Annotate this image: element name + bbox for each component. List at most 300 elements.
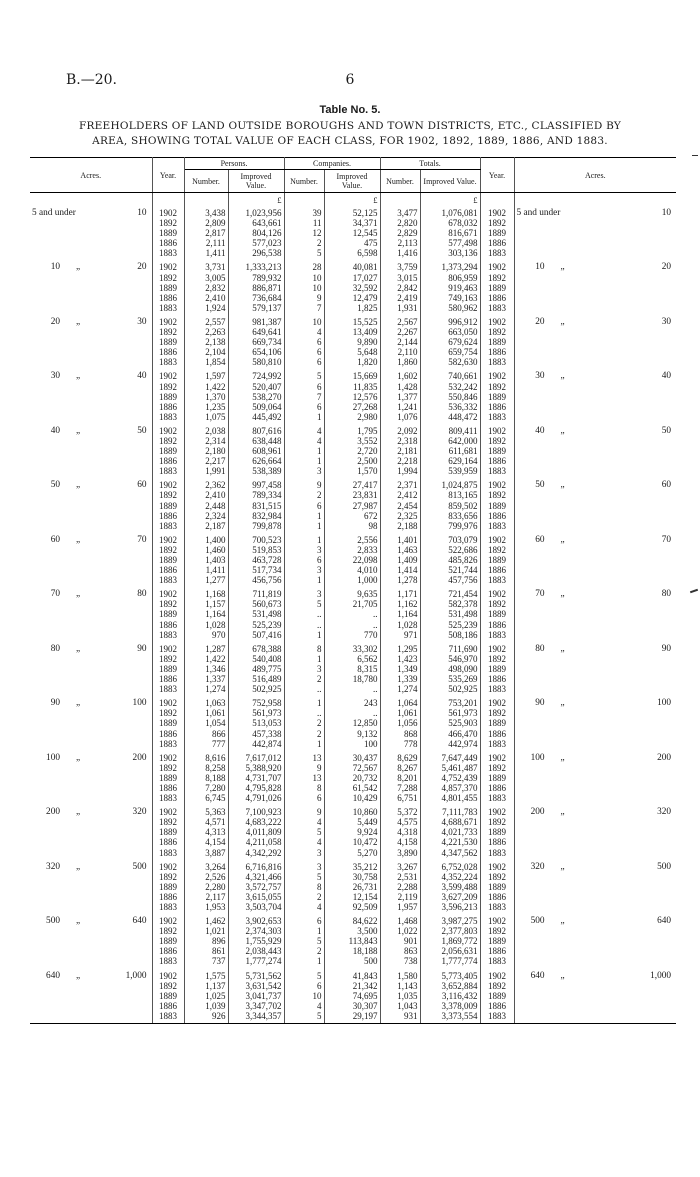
companies-value: 1,795 — [357, 425, 378, 436]
acreage-group — [30, 641, 676, 695]
companies-value: 10,429 — [352, 793, 378, 804]
totals-value-cell — [420, 314, 480, 368]
acres-range-right — [514, 804, 676, 858]
companies-value: 21,705 — [352, 599, 378, 610]
persons-value: 519,853 — [252, 544, 282, 555]
totals-number: 1,428 — [397, 381, 418, 392]
acres-sep: „ — [76, 807, 81, 818]
acres-from: 5 and under — [516, 208, 561, 218]
companies-number: 3 — [317, 544, 322, 555]
persons-number: 737 — [212, 956, 226, 967]
totals-value: 3,373,554 — [441, 1010, 478, 1021]
acres-range-right — [514, 205, 676, 259]
totals-number-cell — [380, 314, 420, 368]
persons-value: 456,756 — [252, 575, 282, 586]
acres-to: 320 — [657, 807, 672, 818]
totals-number: 1,278 — [397, 575, 418, 586]
acres-to: 20 — [661, 262, 672, 273]
persons-value: 626,664 — [252, 456, 282, 467]
acres-range — [30, 695, 152, 749]
totals-number: 1,035 — [397, 990, 418, 1001]
year: 1902 — [159, 643, 177, 654]
persons-value: 807,616 — [252, 425, 282, 436]
year: 1892 — [159, 381, 177, 392]
companies-value: 5,648 — [357, 347, 378, 358]
companies-number-cell — [284, 205, 324, 259]
year-right: 1883 — [488, 847, 507, 858]
year-cell — [152, 423, 184, 477]
persons-value: 525,239 — [252, 619, 282, 630]
companies-value: 34,371 — [352, 218, 378, 229]
persons-value: 654,106 — [252, 347, 282, 358]
companies-number: 6 — [317, 347, 322, 358]
totals-value: 816,671 — [448, 228, 478, 239]
persons-value: 517,734 — [252, 565, 282, 576]
year: 1892 — [159, 599, 177, 610]
acreage-group — [30, 859, 676, 913]
totals-value: 531,498 — [448, 609, 478, 620]
companies-value: 84,622 — [352, 916, 378, 927]
persons-value: 445,492 — [252, 411, 282, 422]
year-right: 1902 — [488, 316, 507, 327]
acres-sep: „ — [560, 698, 565, 709]
persons-number: 1,063 — [205, 698, 226, 709]
acres-sep: „ — [560, 371, 565, 382]
companies-number: 1 — [317, 534, 322, 545]
acreage-group — [30, 586, 676, 640]
year: 1892 — [159, 435, 177, 446]
totals-value-cell — [420, 368, 480, 422]
totals-value: 1,373,294 — [441, 262, 478, 273]
acres-to: 30 — [137, 316, 147, 327]
header-acres: Acres. — [30, 158, 152, 193]
totals-value-cell — [420, 968, 480, 1024]
acres-to: 70 — [661, 534, 672, 545]
header-totals: Totals. — [380, 158, 480, 170]
acres-from: 10 — [535, 262, 545, 273]
acres-sep: „ — [76, 589, 81, 600]
year: 1886 — [159, 347, 177, 358]
companies-number: 4 — [317, 902, 322, 912]
year-right: 1902 — [488, 861, 507, 872]
totals-number-cell — [380, 641, 420, 695]
year: 1889 — [159, 609, 177, 620]
acres-range-right — [514, 477, 676, 531]
year-right: 1892 — [488, 327, 507, 338]
acres-to: 1,000 — [125, 970, 147, 981]
year: 1883 — [159, 1010, 177, 1021]
year-cell — [152, 259, 184, 313]
year-cell — [152, 205, 184, 259]
acres-range-right — [514, 913, 676, 967]
acres-to: 60 — [661, 480, 672, 491]
companies-number: 9 — [317, 762, 322, 773]
companies-value-cell — [324, 314, 380, 368]
acres-sep: „ — [560, 534, 565, 545]
companies-value: 9,924 — [357, 827, 378, 838]
acres-sep: „ — [76, 916, 81, 927]
header-persons-number: Number. — [184, 170, 228, 193]
totals-value: 809,411 — [448, 425, 478, 436]
year-right: 1902 — [488, 425, 507, 436]
acres-from: 50 — [535, 480, 545, 491]
acreage-group — [30, 259, 676, 313]
companies-number: 12 — [312, 228, 322, 239]
companies-number: 8 — [317, 643, 322, 654]
acres-to: 20 — [137, 262, 147, 273]
year: 1889 — [159, 881, 177, 892]
companies-number: 10 — [312, 282, 322, 293]
persons-value: 1,333,213 — [245, 262, 282, 273]
acres-range-right — [514, 314, 676, 368]
acres-from: 640 — [530, 970, 545, 981]
acres-from: 100 — [46, 752, 60, 763]
companies-value: 12,154 — [352, 891, 378, 902]
totals-value: 2,377,803 — [441, 926, 478, 937]
totals-number: 931 — [404, 1010, 418, 1021]
persons-number: 1,287 — [205, 643, 226, 654]
persons-number: 970 — [212, 629, 226, 640]
year-cell — [152, 804, 184, 858]
year-right: 1892 — [488, 926, 507, 937]
persons-value: 577,023 — [252, 238, 282, 249]
totals-number-cell — [380, 423, 420, 477]
persons-value: 516,489 — [252, 674, 282, 685]
acres-to: 80 — [137, 589, 147, 600]
year-right-cell — [480, 750, 514, 804]
totals-value: 522,686 — [448, 544, 478, 555]
acreage-group — [30, 314, 676, 368]
totals-number: 1,463 — [397, 544, 418, 555]
persons-value: 5,388,920 — [245, 762, 282, 773]
persons-value: 507,416 — [252, 629, 282, 640]
acreage-group — [30, 968, 676, 1024]
persons-value: 3,347,702 — [245, 1000, 282, 1011]
year-right: 1892 — [488, 272, 507, 283]
year: 1902 — [159, 262, 177, 273]
totals-value: 4,347,562 — [441, 847, 478, 858]
persons-number: 926 — [212, 1010, 226, 1021]
persons-number: 1,460 — [205, 544, 226, 555]
acres-from: 20 — [50, 316, 60, 327]
persons-value-cell — [228, 477, 284, 531]
acres-to: 200 — [132, 752, 147, 763]
year-right: 1902 — [488, 262, 507, 273]
persons-number: 2,557 — [205, 316, 226, 327]
persons-value: 540,408 — [252, 653, 282, 664]
year: 1902 — [159, 425, 177, 436]
acres-from: 320 — [530, 861, 545, 872]
year: 1886 — [159, 565, 177, 576]
title-line-1: FREEHOLDERS OF LAND OUTSIDE BOROUGHS AND TOWN DISTRICTS, ETC., CLASSIFIED BY — [78, 120, 622, 132]
persons-number: 1,164 — [205, 609, 226, 620]
totals-number: 1,274 — [397, 684, 418, 695]
persons-number: 2,526 — [205, 871, 226, 882]
companies-number-cell — [284, 913, 324, 967]
totals-value-cell — [420, 641, 480, 695]
persons-value: 997,458 — [252, 480, 282, 491]
persons-value: 638,448 — [252, 435, 282, 446]
header-totals-number: Number. — [380, 170, 420, 193]
totals-number: 1,295 — [397, 643, 418, 654]
year-right: 1886 — [488, 946, 507, 957]
companies-number: 2 — [317, 718, 322, 729]
totals-number: 1,602 — [397, 371, 418, 382]
totals-number: 1,423 — [397, 653, 418, 664]
totals-number-cell — [380, 368, 420, 422]
year-cell — [152, 314, 184, 368]
persons-number-cell — [184, 532, 228, 586]
totals-number: 1,043 — [397, 1000, 418, 1011]
persons-number: 777 — [212, 738, 226, 749]
companies-value: 27,417 — [352, 480, 378, 491]
acres-range — [30, 968, 152, 1024]
persons-number: 866 — [212, 728, 226, 739]
totals-value: 3,116,432 — [441, 990, 478, 1001]
companies-number: 6 — [317, 337, 322, 348]
persons-value: 649,641 — [252, 327, 282, 338]
totals-number: 2,218 — [397, 456, 418, 467]
year: 1886 — [159, 728, 177, 739]
persons-value: 4,011,809 — [245, 827, 282, 838]
acres-from: 40 — [535, 425, 545, 436]
currency-symbol: £ — [324, 193, 380, 206]
totals-number: 1,994 — [397, 466, 418, 477]
persons-value: 3,631,542 — [245, 980, 282, 991]
companies-value-cell — [324, 641, 380, 695]
year-right: 1889 — [488, 500, 507, 511]
header-companies-value: Improved Value. — [324, 170, 380, 193]
companies-number-cell — [284, 641, 324, 695]
companies-number: 7 — [317, 302, 322, 313]
persons-number-cell — [184, 586, 228, 640]
persons-number-cell — [184, 368, 228, 422]
companies-value: 100 — [364, 738, 378, 749]
acres-range — [30, 532, 152, 586]
year: 1889 — [159, 663, 177, 674]
year: 1886 — [159, 238, 177, 249]
year-right: 1889 — [488, 446, 507, 457]
year-right-cell — [480, 968, 514, 1024]
totals-number-cell — [380, 859, 420, 913]
companies-number-cell — [284, 750, 324, 804]
persons-number: 1,235 — [205, 401, 226, 412]
year: 1892 — [159, 272, 177, 283]
totals-value: 442,974 — [448, 738, 478, 749]
year-right: 1886 — [488, 837, 507, 848]
companies-number-cell — [284, 477, 324, 531]
year: 1889 — [159, 718, 177, 729]
persons-number: 8,258 — [205, 762, 226, 773]
totals-number: 1,580 — [397, 970, 418, 981]
persons-value: 2,038,443 — [245, 946, 282, 957]
totals-value: 659,754 — [448, 347, 478, 358]
year-right: 1886 — [488, 891, 507, 902]
persons-number: 1,422 — [205, 381, 226, 392]
totals-number-cell — [380, 259, 420, 313]
companies-number: 3 — [317, 663, 322, 674]
acres-sep: „ — [76, 371, 81, 382]
year: 1889 — [159, 282, 177, 293]
acres-from: 200 — [46, 807, 60, 818]
persons-value-cell — [228, 913, 284, 967]
totals-value: 582,630 — [448, 357, 478, 368]
acres-sep: „ — [76, 425, 81, 436]
companies-number: 4 — [317, 327, 322, 338]
year: 1886 — [159, 891, 177, 902]
year-cell — [152, 477, 184, 531]
acres-sep: „ — [560, 425, 565, 436]
totals-number: 2,110 — [397, 347, 418, 358]
persons-number: 1,991 — [205, 466, 226, 477]
persons-number-cell — [184, 641, 228, 695]
year-cell — [152, 859, 184, 913]
totals-number: 5,372 — [397, 807, 418, 818]
persons-number: 2,187 — [205, 520, 226, 531]
companies-number: 8 — [317, 782, 322, 793]
totals-value: 4,752,439 — [441, 772, 478, 783]
persons-number: 2,038 — [205, 425, 226, 436]
acreage-group — [30, 750, 676, 804]
companies-number: 11 — [312, 218, 322, 229]
companies-value: 1,000 — [357, 575, 378, 586]
persons-number: 1,422 — [205, 653, 226, 664]
acres-to: 50 — [661, 425, 672, 436]
acres-to: 100 — [657, 698, 672, 709]
acres-range — [30, 368, 152, 422]
persons-value: 700,523 — [252, 534, 282, 545]
totals-number: 1,164 — [397, 609, 418, 620]
totals-number-cell — [380, 750, 420, 804]
year: 1883 — [159, 629, 177, 640]
totals-number: 2,419 — [397, 292, 418, 303]
companies-number: 5 — [317, 1010, 322, 1021]
year: 1892 — [159, 544, 177, 555]
persons-value: 3,503,704 — [245, 902, 282, 912]
companies-number: 4 — [317, 837, 322, 848]
totals-number: 1,076 — [397, 411, 418, 422]
companies-number: 10 — [312, 990, 322, 1001]
totals-value: 539,959 — [448, 466, 478, 477]
year-cell — [152, 695, 184, 749]
companies-number: 2 — [317, 490, 322, 501]
persons-number: 2,111 — [205, 238, 226, 249]
totals-number: 2,318 — [397, 435, 418, 446]
persons-value: 561,973 — [252, 708, 282, 719]
persons-number: 896 — [212, 936, 226, 947]
persons-value: 579,137 — [252, 302, 282, 313]
companies-number: 3 — [317, 565, 322, 576]
persons-number: 1,403 — [205, 555, 226, 565]
year-right: 1892 — [488, 980, 507, 991]
year: 1892 — [159, 653, 177, 664]
persons-number: 4,154 — [205, 837, 226, 848]
year-cell — [152, 913, 184, 967]
persons-number: 1,054 — [205, 718, 226, 729]
persons-value: 2,374,303 — [245, 926, 282, 937]
year: 1889 — [159, 391, 177, 402]
totals-number: 2,092 — [397, 425, 418, 436]
persons-number: 1,597 — [205, 371, 226, 382]
companies-value: .. — [373, 684, 378, 695]
year: 1889 — [159, 827, 177, 838]
acres-from: 90 — [50, 698, 60, 709]
totals-value: 1,024,875 — [441, 480, 478, 491]
year: 1902 — [159, 480, 177, 491]
acres-to: 30 — [661, 316, 672, 327]
companies-value: 2,500 — [357, 456, 378, 467]
year: 1902 — [159, 208, 177, 218]
totals-value: 806,959 — [448, 272, 478, 283]
companies-number: 1 — [317, 446, 322, 457]
persons-value: 7,617,012 — [245, 752, 282, 763]
persons-number: 4,313 — [205, 827, 226, 838]
acres-sep: „ — [560, 916, 565, 927]
totals-value: 532,242 — [448, 381, 478, 392]
year-right-cell — [480, 586, 514, 640]
companies-value: 11,835 — [353, 381, 378, 392]
companies-number: 1 — [317, 698, 322, 709]
companies-number: 2 — [317, 674, 322, 685]
companies-number: 5 — [317, 599, 322, 610]
acres-from: 640 — [46, 970, 60, 981]
acres-sep: „ — [560, 316, 565, 327]
companies-value-cell — [324, 205, 380, 259]
persons-value: 643,661 — [252, 218, 282, 229]
acres-from: 60 — [535, 534, 545, 545]
page-identifier: B.—20. — [66, 72, 118, 88]
persons-value: 296,538 — [252, 248, 282, 259]
companies-value: 12,576 — [352, 391, 378, 402]
acreage-group — [30, 532, 676, 586]
persons-value: 502,925 — [252, 684, 282, 695]
totals-number: 1,414 — [397, 565, 418, 576]
year-right: 1889 — [488, 881, 507, 892]
persons-value-cell — [228, 695, 284, 749]
persons-value-cell — [228, 859, 284, 913]
totals-number: 2,288 — [397, 881, 418, 892]
persons-number: 2,314 — [205, 435, 226, 446]
totals-value: 466,470 — [448, 728, 478, 739]
year-right: 1883 — [488, 520, 507, 531]
totals-number: 1,377 — [397, 391, 418, 402]
year: 1902 — [159, 316, 177, 327]
companies-value: .. — [373, 619, 378, 630]
year-right: 1883 — [488, 902, 507, 912]
companies-value: 12,479 — [352, 292, 378, 303]
persons-number-cell — [184, 750, 228, 804]
year: 1889 — [159, 936, 177, 947]
totals-number: 1,143 — [397, 980, 418, 991]
year: 1902 — [159, 916, 177, 927]
companies-value: 22,098 — [352, 555, 378, 565]
companies-number-cell — [284, 586, 324, 640]
year: 1883 — [159, 302, 177, 313]
year-right-cell — [480, 368, 514, 422]
companies-number: 6 — [317, 500, 322, 511]
year: 1883 — [159, 575, 177, 586]
persons-number-cell — [184, 477, 228, 531]
persons-value: 736,684 — [252, 292, 282, 303]
acres-range — [30, 423, 152, 477]
totals-value: 508,186 — [448, 629, 478, 640]
companies-number-cell — [284, 695, 324, 749]
totals-number: 8,267 — [397, 762, 418, 773]
totals-number: 8,201 — [397, 772, 418, 783]
totals-number: 3,759 — [397, 262, 418, 273]
acres-range — [30, 314, 152, 368]
acreage-group — [30, 804, 676, 858]
